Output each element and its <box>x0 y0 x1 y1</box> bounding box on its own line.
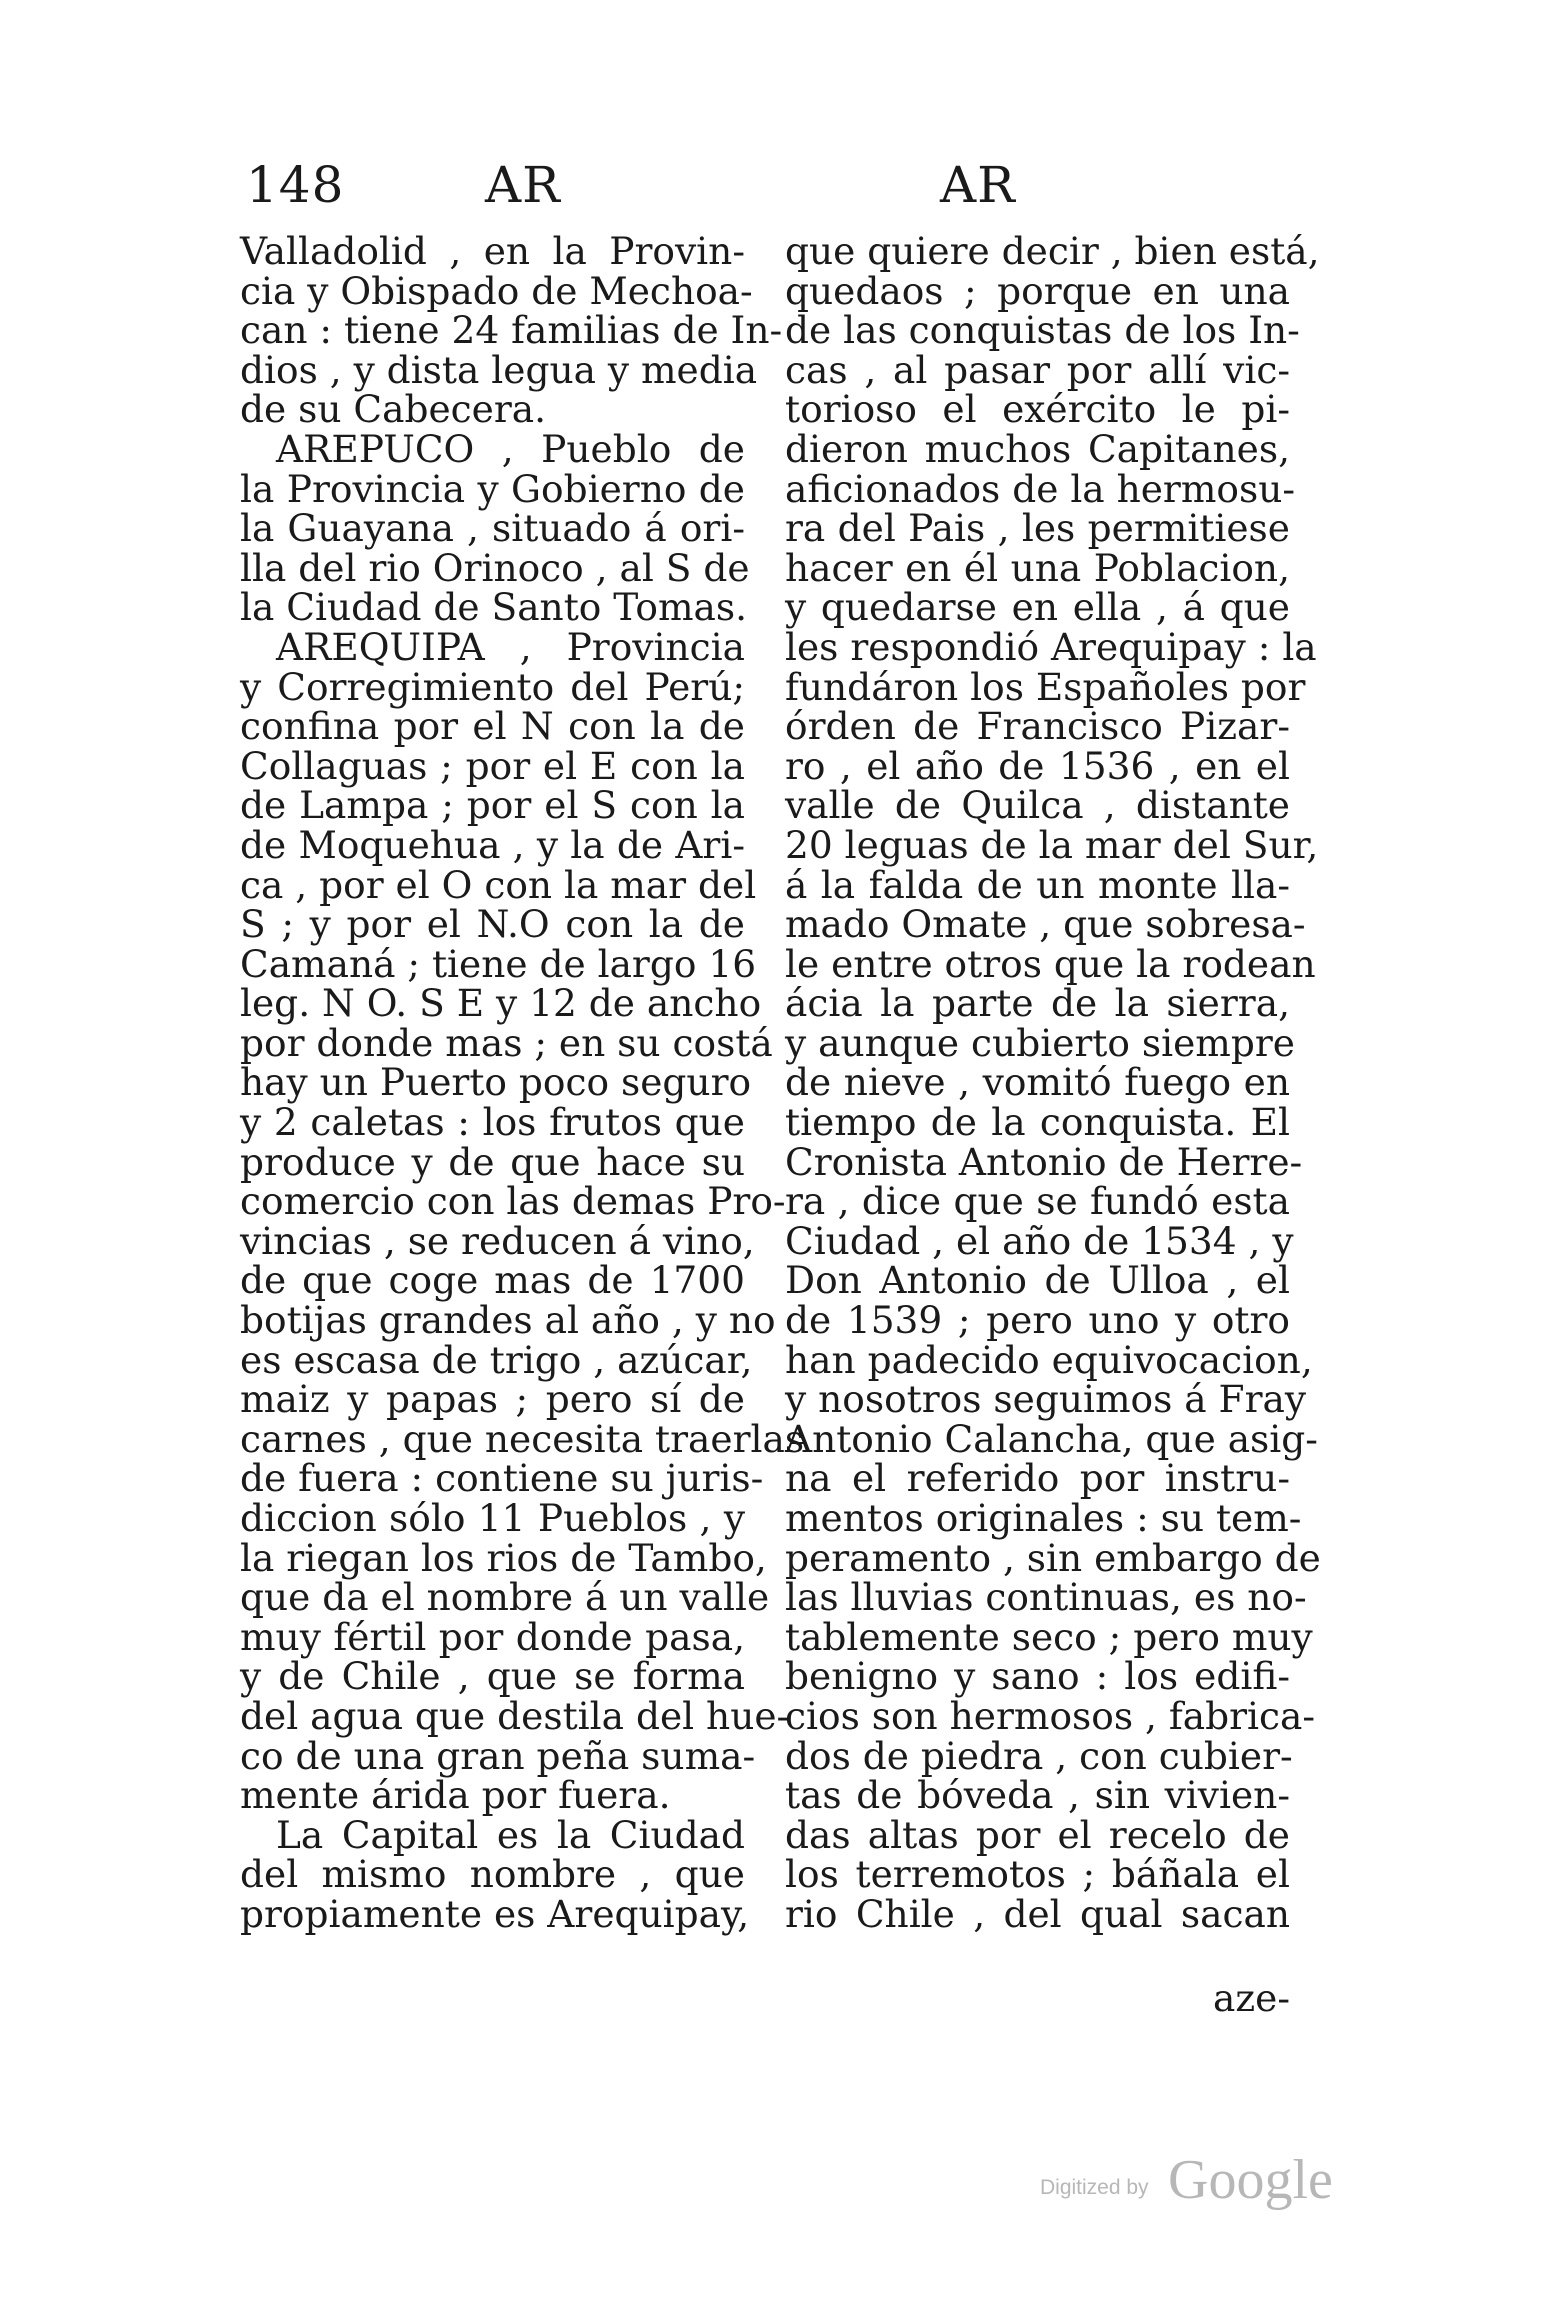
text-line: Cronista Antonio de Herre- <box>785 1139 1303 1184</box>
text-line: La Capital es la Ciudad <box>276 1812 745 1857</box>
text-line: 20 leguas de la mar del Sur, <box>785 822 1319 867</box>
text-line: hay un Puerto poco seguro <box>240 1060 752 1105</box>
text-line: ra , dice que se fundó esta <box>785 1179 1290 1224</box>
text-line: hacer en él una Poblacion, <box>785 545 1290 590</box>
text-line: can : tiene 24 familias de In- <box>240 308 783 353</box>
left-text-column <box>240 229 805 1936</box>
text-line: que quiere decir , bien está, <box>785 229 1320 273</box>
text-line: leg. N O. S E y 12 de ancho <box>240 981 762 1026</box>
text-line: peramento , sin embargo de <box>785 1535 1321 1580</box>
text-line: los terremotos ; báñala el <box>785 1852 1290 1897</box>
text-line: á la falda de un monte lla- <box>785 862 1290 907</box>
text-line: y 2 caletas : los frutos que <box>240 1100 745 1145</box>
entry-heading-line: AREQUIPA , Provincia <box>276 624 745 669</box>
text-line: la riegan los rios de Tambo, <box>240 1535 767 1580</box>
text-line: quedaos ; porque en una <box>785 268 1290 313</box>
right-text-column <box>785 229 1321 1936</box>
running-head <box>240 150 1270 220</box>
text-line: Camaná ; tiene de largo 16 <box>240 941 757 986</box>
text-line: Antonio Calancha, que asig- <box>785 1416 1318 1461</box>
text-line: propiamente es Arequipay, <box>240 1891 750 1936</box>
text-line: Collaguas ; por el E con la <box>240 743 745 788</box>
text-line: maiz y papas ; pero sí de <box>240 1377 745 1422</box>
text-line: le entre otros que la rodean <box>785 941 1316 986</box>
text-line: por donde mas ; en su costá <box>240 1020 773 1065</box>
text-line: benigno y sano : los edifi- <box>785 1654 1290 1699</box>
text-line: torioso el exército le pi- <box>785 387 1290 432</box>
text-line: del mismo nombre , que <box>240 1852 745 1897</box>
text-line: Don Antonio de Ulloa , el <box>785 1258 1290 1303</box>
text-line: na el referido por instru- <box>785 1456 1290 1501</box>
text-line: tiempo de la conquista. El <box>785 1100 1290 1145</box>
text-line: ro , el año de 1536 , en el <box>785 743 1290 788</box>
text-line: dos de piedra , con cubier- <box>785 1733 1293 1778</box>
text-line: órden de Francisco Pizar- <box>785 704 1290 749</box>
text-line: y de Chile , que se forma <box>240 1654 745 1699</box>
page-number: 148 <box>246 156 345 214</box>
text-line: comercio con las demas Pro- <box>240 1179 786 1224</box>
text-line: de que coge mas de 1700 <box>240 1258 745 1303</box>
digitization-watermark <box>1040 2150 1360 2210</box>
text-line: ácia la parte de la sierra, <box>785 981 1290 1026</box>
text-line: tablemente seco ; pero muy <box>785 1614 1313 1659</box>
text-line: de su Cabecera. <box>240 387 547 432</box>
text-line: la Ciudad de Santo Tomas. <box>240 585 748 630</box>
text-line: dieron muchos Capitanes, <box>785 426 1290 471</box>
text-line: dios , y dista legua y media <box>240 347 758 392</box>
entry-heading-line: AREPUCO , Pueblo de <box>276 426 745 471</box>
text-line: co de una gran peña suma- <box>240 1733 756 1778</box>
text-line: mentos originales : su tem- <box>785 1496 1302 1540</box>
text-line: de Moquehua , y la de Ari- <box>240 822 745 867</box>
watermark-logo: Google <box>1168 2149 1333 2211</box>
text-line: vincias , se reducen á vino, <box>240 1218 755 1263</box>
text-line: cios son hermosos , fabrica- <box>785 1693 1316 1738</box>
text-line: confina por el N con la de <box>240 704 745 749</box>
text-line: de nieve , vomitó fuego en <box>785 1060 1290 1105</box>
text-line: das altas por el recelo de <box>785 1812 1290 1857</box>
text-line: Valladolid , en la Provin- <box>240 229 745 273</box>
text-line: que da el nombre á un valle <box>240 1575 770 1620</box>
watermark-prefix: Digitized by <box>1040 2176 1149 2199</box>
text-line: muy fértil por donde pasa, <box>240 1614 745 1659</box>
running-head-left: AR <box>485 156 561 214</box>
text-line: las lluvias continuas, es no- <box>785 1575 1307 1620</box>
text-line: han padecido equivocacion, <box>785 1337 1313 1382</box>
text-line: y quedarse en ella , á que <box>785 585 1290 630</box>
text-line: Ciudad , el año de 1534 , y <box>785 1218 1294 1263</box>
text-line: diccion sólo 11 Pueblos , y <box>240 1496 745 1540</box>
text-line: les respondió Arequipay : la <box>785 624 1317 669</box>
text-line: botijas grandes al año , y no <box>240 1298 776 1343</box>
text-line: valle de Quilca , distante <box>785 783 1290 828</box>
running-head-right: AR <box>940 156 1016 214</box>
text-line: la Provincia y Gobierno de <box>240 466 745 511</box>
text-line: mado Omate , que sobresa- <box>785 902 1306 947</box>
text-line: de 1539 ; pero uno y otro <box>785 1298 1290 1343</box>
text-line: ca , por el O con la mar del <box>240 862 757 907</box>
text-line: y aunque cubierto siempre <box>785 1020 1295 1065</box>
text-line: de las conquistas de los In- <box>785 308 1300 353</box>
text-line: S ; y por el N.O con la de <box>240 902 745 947</box>
text-line: del agua que destila del hue- <box>240 1693 790 1738</box>
text-line: fundáron los Españoles por <box>785 664 1306 709</box>
text-line: de Lampa ; por el S con la <box>240 783 745 828</box>
text-line: es escasa de trigo , azúcar, <box>240 1337 753 1382</box>
text-line: cas , al pasar por allí vic- <box>785 347 1290 392</box>
text-line: carnes , que necesita traerlas <box>240 1416 805 1461</box>
text-line: y nosotros seguimos á Fray <box>785 1377 1307 1422</box>
text-line: tas de bóveda , sin vivien- <box>785 1773 1290 1818</box>
text-line: rio Chile , del qual sacan <box>785 1891 1290 1936</box>
text-line: de fuera : contiene su juris- <box>240 1456 764 1501</box>
text-line: produce y de que hace su <box>240 1139 745 1184</box>
text-line: cia y Obispado de Mechoa- <box>240 268 753 313</box>
text-line: y Corregimiento del Perú; <box>240 664 745 709</box>
text-line: la Guayana , situado á ori- <box>240 506 745 551</box>
text-line: lla del rio Orinoco , al S de <box>240 545 750 590</box>
text-line: aficionados de la hermosu- <box>785 466 1296 511</box>
text-line: mente árida por fuera. <box>240 1773 671 1818</box>
text-line: ra del Pais , les permitiese <box>785 506 1290 551</box>
catchword: aze- <box>1213 1976 1290 2020</box>
